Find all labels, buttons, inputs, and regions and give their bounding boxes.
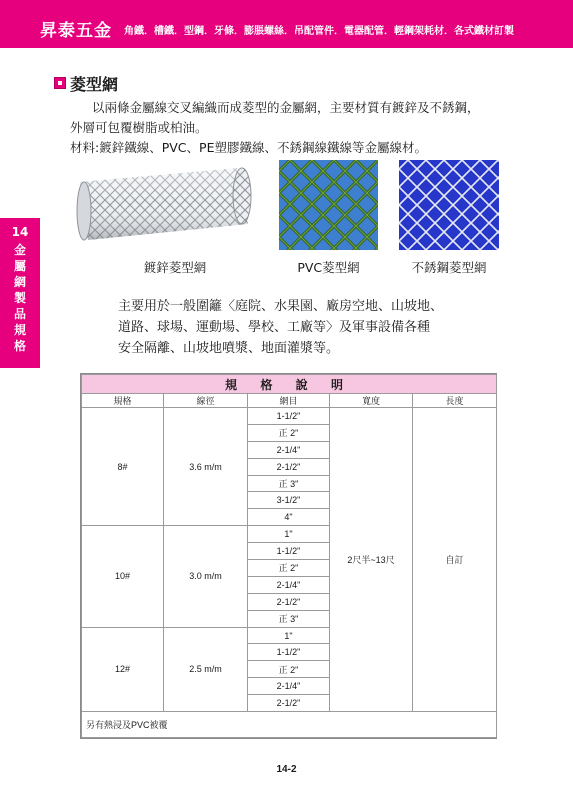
square-bullet-icon	[54, 77, 66, 89]
column-header: 線徑	[164, 394, 248, 408]
mesh-cell: 3-1/2"	[248, 492, 330, 509]
wire-diameter-cell: 3.6 m/m	[164, 408, 248, 526]
header-tagline: 角鐵．槽鐵．型鋼．牙條．膨脹螺絲．吊配管件．電器配管．輕鋼架耗材．各式鐵材訂製	[124, 26, 514, 37]
uses-line: 安全隔離、山坡地噴漿、地面灌漿等。	[118, 341, 340, 356]
mesh-cell: 2-1/2"	[248, 695, 330, 712]
chapter-char: 規	[13, 323, 26, 337]
intro-text	[70, 98, 540, 158]
chapter-char: 品	[13, 307, 26, 321]
mesh-cell: 4"	[248, 509, 330, 526]
spec-table-title: 規 格 說 明	[82, 375, 497, 394]
uses-line: 主要用於一般圍籬〈庭院、水果園、廠房空地、山坡地、	[118, 299, 444, 314]
gauge-cell: 12#	[82, 627, 164, 711]
mesh-cell: 2-1/4"	[248, 678, 330, 695]
gauge-cell: 8#	[82, 408, 164, 526]
column-header: 長度	[413, 394, 497, 408]
mesh-cell: 正 2"	[248, 661, 330, 678]
chapter-char: 網	[13, 275, 26, 289]
photo-caption: 不銹鋼菱型網	[411, 260, 487, 275]
mesh-cell: 2-1/4"	[248, 441, 330, 458]
column-header: 寬度	[330, 394, 413, 408]
chapter-tab-text	[0, 224, 40, 354]
column-header: 規格	[82, 394, 164, 408]
pvc-mesh-image	[279, 160, 378, 250]
photo-caption: PVC菱型網	[297, 260, 360, 275]
mesh-cell: 正 3"	[248, 610, 330, 627]
wire-diameter-cell: 3.0 m/m	[164, 526, 248, 627]
mesh-cell: 1-1/2"	[248, 543, 330, 560]
chapter-char: 製	[13, 291, 26, 305]
mesh-cell: 1"	[248, 627, 330, 644]
section-title: 菱型網	[70, 75, 119, 94]
uses-line: 道路、球場、運動場、學校、工廠等〉及軍事設備各種	[118, 320, 431, 335]
gauge-cell: 10#	[82, 526, 164, 627]
photo-caption: 鍍鋅菱型網	[143, 260, 207, 275]
uses-text	[118, 296, 443, 359]
chapter-char: 格	[13, 339, 26, 353]
mesh-cell: 2-1/2"	[248, 593, 330, 610]
mesh-cell: 2-1/4"	[248, 576, 330, 593]
mesh-cell: 1-1/2"	[248, 644, 330, 661]
brand-name: 昇泰五金	[40, 21, 112, 41]
spec-table	[80, 373, 497, 739]
page-header	[0, 0, 573, 48]
mesh-cell: 正 3"	[248, 475, 330, 492]
length-cell: 自訂	[413, 408, 497, 712]
mesh-cell: 1-1/2"	[248, 408, 330, 425]
chapter-char: 屬	[13, 259, 26, 273]
page-number: 14-2	[276, 764, 297, 775]
intro-line: 以兩條金屬線交叉編織而成菱型的金屬網，主要材質有鍍鋅及不銹鋼，	[92, 100, 480, 115]
wire-diameter-cell: 2.5 m/m	[164, 627, 248, 711]
chapter-number: 14	[11, 225, 29, 239]
mesh-cell: 2-1/2"	[248, 458, 330, 475]
chapter-side-tab	[0, 218, 40, 368]
column-header: 網目	[248, 394, 330, 408]
intro-line: 外層可包覆樹脂或柏油。	[70, 120, 208, 135]
stainless-mesh-image	[399, 160, 499, 250]
mesh-cell: 正 2"	[248, 424, 330, 441]
chapter-char: 金	[13, 243, 26, 257]
materials-line: 材料:鍍鋅鐵線、PVC、PE塑膠鐵線、不銹鋼線鐵線等金屬線材。	[70, 140, 427, 155]
mesh-cell: 1"	[248, 526, 330, 543]
spec-note: 另有熱浸及PVC被覆	[82, 712, 497, 738]
mesh-cell: 正 2"	[248, 560, 330, 577]
galvanized-mesh-roll-image	[70, 160, 256, 250]
width-cell: 2尺半~13尺	[330, 408, 413, 712]
table-row	[82, 408, 497, 425]
